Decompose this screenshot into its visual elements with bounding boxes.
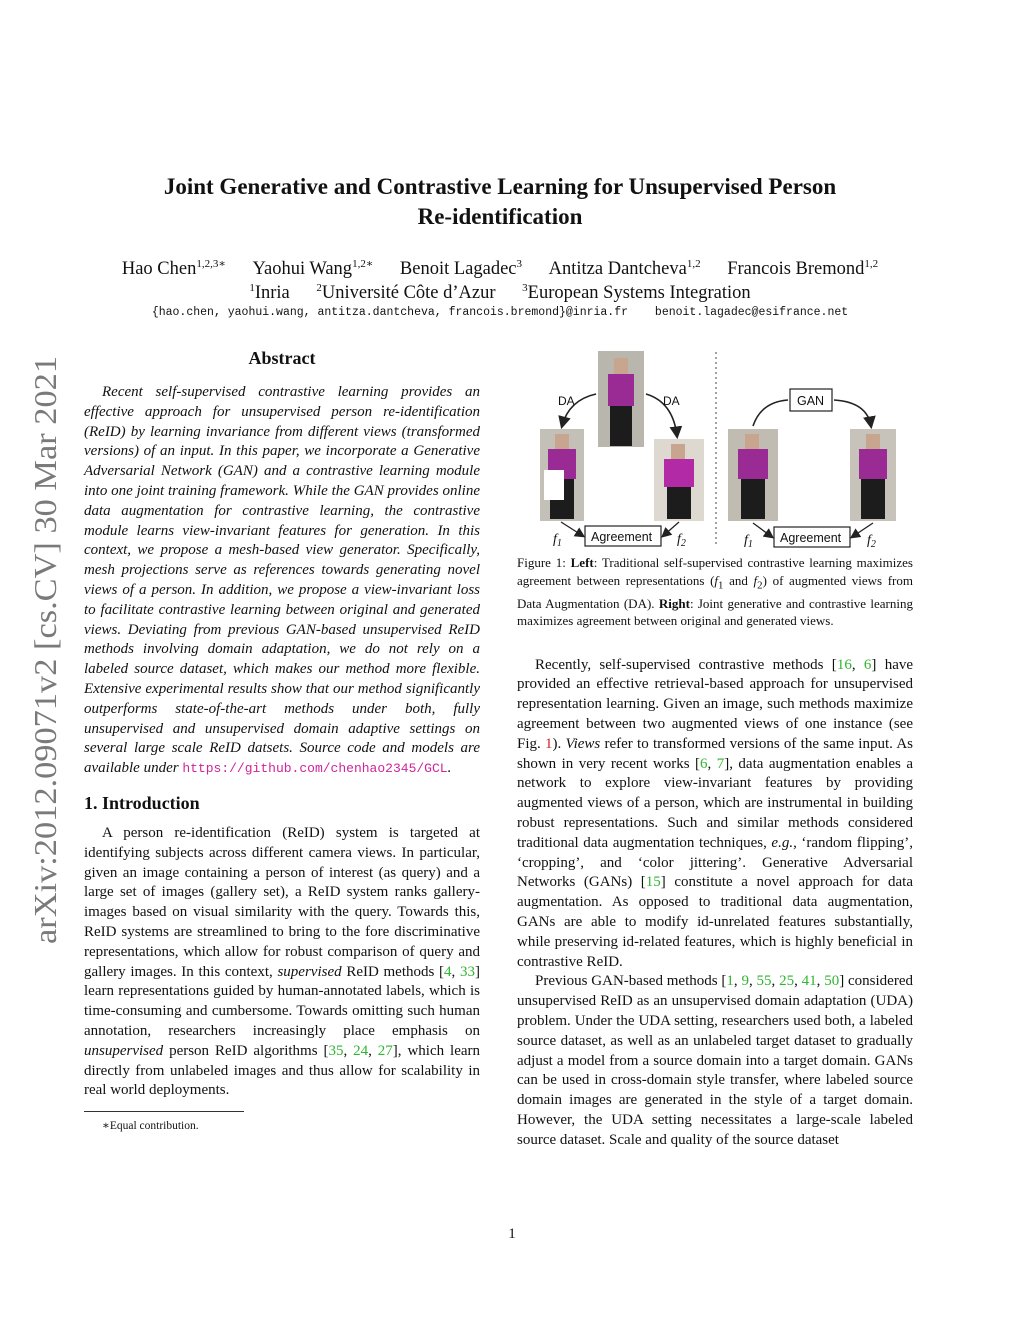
intro-paragraph: A person re-identification (ReID) system is targeted at identifying subjects across different camera views. In particular, given an image containing a person of interest (as query) and a large set of images (gallery set), a ReID system ranks gallery-images based on visual similarity with the query. Towards this, ReID systems are streamlined to bring to the fore discriminative representations, which allow for robust comparison of query and gallery images. In this context, supervised ReID methods [4, 33] learn representations guided by human-annotated labels, which is time-consuming and cumbersome. Towards omitting such human annotation, researchers increasingly place emphasis on unsupervised person ReID algorithms [35, 24, 27], which learn directly from unlabeled images and thus allow for scalability in real world deployments. [84, 824, 481, 1099]
citation-link[interactable]: 41 [801, 973, 817, 990]
author: Francois Bremond$^{1,2}$ [727, 258, 879, 280]
title-line-2: Re-identification [417, 204, 583, 229]
agreement-label-right: Agreement [780, 531, 842, 545]
abstract-heading: Abstract [248, 348, 316, 368]
citation-link[interactable]: 6 [700, 755, 708, 772]
citation-link[interactable]: 25 [779, 973, 795, 990]
figure-1-caption: Figure 1: Left: Traditional self-supervised contrastive learning maximizes agreement between representations ($f_1$ and $f_2$) of augmented views from Data Augmentation (DA). Right: Joint generative and contrastive learning maximizes agreement between original and generated views. [517, 555, 913, 629]
page-number: 1 [508, 1226, 516, 1242]
citation-link[interactable]: 9 [741, 973, 749, 990]
affiliation: $^2$Université Côte d’Azur [316, 282, 496, 304]
body-paragraph: Recently, self-supervised contrastive methods [16, 6] have provided an effective retrieval-based approach for unsupervised representation learning. Given an image, such methods maximize agreement between two augmented views of one instance (see Fig. 1). Views refer to transformed versions of the same input. As shown in very recent works [6, 7], data augmentation enables a network to explore view-invariant features by providing augmented views of a person, which are instrumental in building robust representations. Such and similar methods considered traditional data augmentation techniques, e.g., ‘random flipping’, ‘cropping’, and ‘color jittering’. Generative Adversarial Networks (GANs) [15] constitute a novel approach for data augmentation. As opposed to traditional data augmentation, GANs are able to modify id-unrelated features substantially, while preserving id-related features, which is highly beneficial in contrastive ReID. [517, 656, 914, 970]
citation-link[interactable]: 33 [460, 963, 475, 980]
right-body-text [517, 656, 913, 1151]
citation-link[interactable]: 50 [824, 973, 840, 990]
author: Antitza Dantcheva$^{1,2}$ [548, 258, 701, 280]
citation-link[interactable]: 15 [645, 874, 661, 891]
affiliation: $^1$Inria [249, 282, 290, 304]
arxiv-stamp-text: arXiv:2012.09071v2 [cs.CV] 30 Mar 2021 [27, 396, 63, 944]
citation-link[interactable]: 6 [863, 656, 872, 673]
citation-link[interactable]: 1 [726, 973, 734, 990]
affiliation: $^3$European Systems Integration [522, 282, 751, 304]
citation-link[interactable]: 16 [836, 656, 852, 673]
f1-label-left: $f_1$ [553, 532, 562, 549]
citation-link[interactable]: 24 [353, 1042, 369, 1059]
email-list [60, 306, 940, 319]
citation-link[interactable]: 27 [377, 1042, 393, 1059]
person-image-augmented-1 [540, 429, 584, 521]
f2-label-right: $f_2$ [867, 533, 876, 550]
email-esi: benoit.lagadec@esifrance.net [654, 306, 849, 319]
citation-link[interactable]: 35 [328, 1042, 344, 1059]
citation-link[interactable]: 4 [444, 963, 452, 980]
abstract-text: Recent self-supervised contrastive learning provides an effective approach for unsupervised person re-identification (ReID) by learning invariance from different views (transformed versions) of an input. In this paper, we incorporate a Generative Adversarial Network (GAN) and a contrastive learning module into one joint training framework. While the GAN provides online data augmentation for contrastive learning, the contrastive module learns view-invariant features for generation. In this context, we propose a mesh-based view generator. Specifically, mesh projections serve as references towards generating novel views of a person. In addition, we propose a view-invariant loss to facilitate contrastive learning between original and generated views. Deviating from previous GAN-based unsupervised ReID methods involving domain adaptation, we do not rely on a labeled source dataset, which makes our method more flexible. Extensive experimental results show that our method significantly outperforms state-of-the-art methods under both, fully unsupervised and unsupervised domain adaptive settings on several large scale ReID datsets. Source code and models are available under https://github.com/chenhao2345/GCL. [84, 384, 480, 777]
figure-1-diagram [517, 348, 913, 550]
f2-label-left: $f_2$ [677, 532, 686, 549]
f1-label-right: $f_1$ [744, 533, 753, 550]
person-image-original [598, 351, 644, 447]
affiliation-list [60, 276, 940, 305]
footnote-rule [84, 1111, 244, 1112]
arxiv-stamp [12, 352, 68, 944]
author: Yaohui Wang$^{1,2∗}$ [252, 258, 374, 280]
figure-1 [517, 348, 913, 550]
left-column [84, 348, 480, 1132]
code-link[interactable]: https://github.com/chenhao2345/GCL [182, 761, 448, 777]
email-inria: {hao.chen, yaohui.wang, antitza.dantcheva, francois.bremond}@inria.fr [151, 306, 629, 319]
citation-link[interactable]: 7 [716, 755, 725, 772]
person-image-right-original [728, 429, 778, 521]
person-image-augmented-2 [654, 439, 704, 521]
gan-label: GAN [797, 394, 825, 408]
da-label-right: DA [663, 394, 680, 408]
title-line-1: Joint Generative and Contrastive Learning for Unsupervised Person [163, 174, 837, 199]
body-paragraph: Previous GAN-based methods [1, 9, 55, 25, 41, 50] considered unsupervised ReID as an unsupervised domain adaptation (UDA) problem. Under the UDA setting, researchers used both, a labeled source dataset, as well as an unlabeled target dataset to gradually adjust a model from a source domain into a target domain. GANs can be used in cross-domain style transfer, where labeled source domain images are generated in the style of a target domain. However, the UDA setting necessitates a large-scale labeled source dataset. Scale and quality of the source dataset [517, 973, 913, 1148]
agreement-label-left: Agreement [591, 530, 653, 544]
section-heading-introduction: 1. Introduction [84, 792, 200, 813]
figure-ref-link[interactable]: 1 [545, 735, 553, 752]
person-image-right-generated [850, 429, 896, 521]
paper-title [120, 172, 880, 232]
author: Benoit Lagadec$^3$ [399, 258, 523, 280]
da-label-left: DA [558, 394, 575, 408]
author: Hao Chen$^{1,2,3∗}$ [121, 258, 226, 280]
right-column [517, 348, 913, 1151]
citation-link[interactable]: 55 [756, 973, 772, 990]
footnote: ∗Equal contribution. [102, 1120, 199, 1133]
